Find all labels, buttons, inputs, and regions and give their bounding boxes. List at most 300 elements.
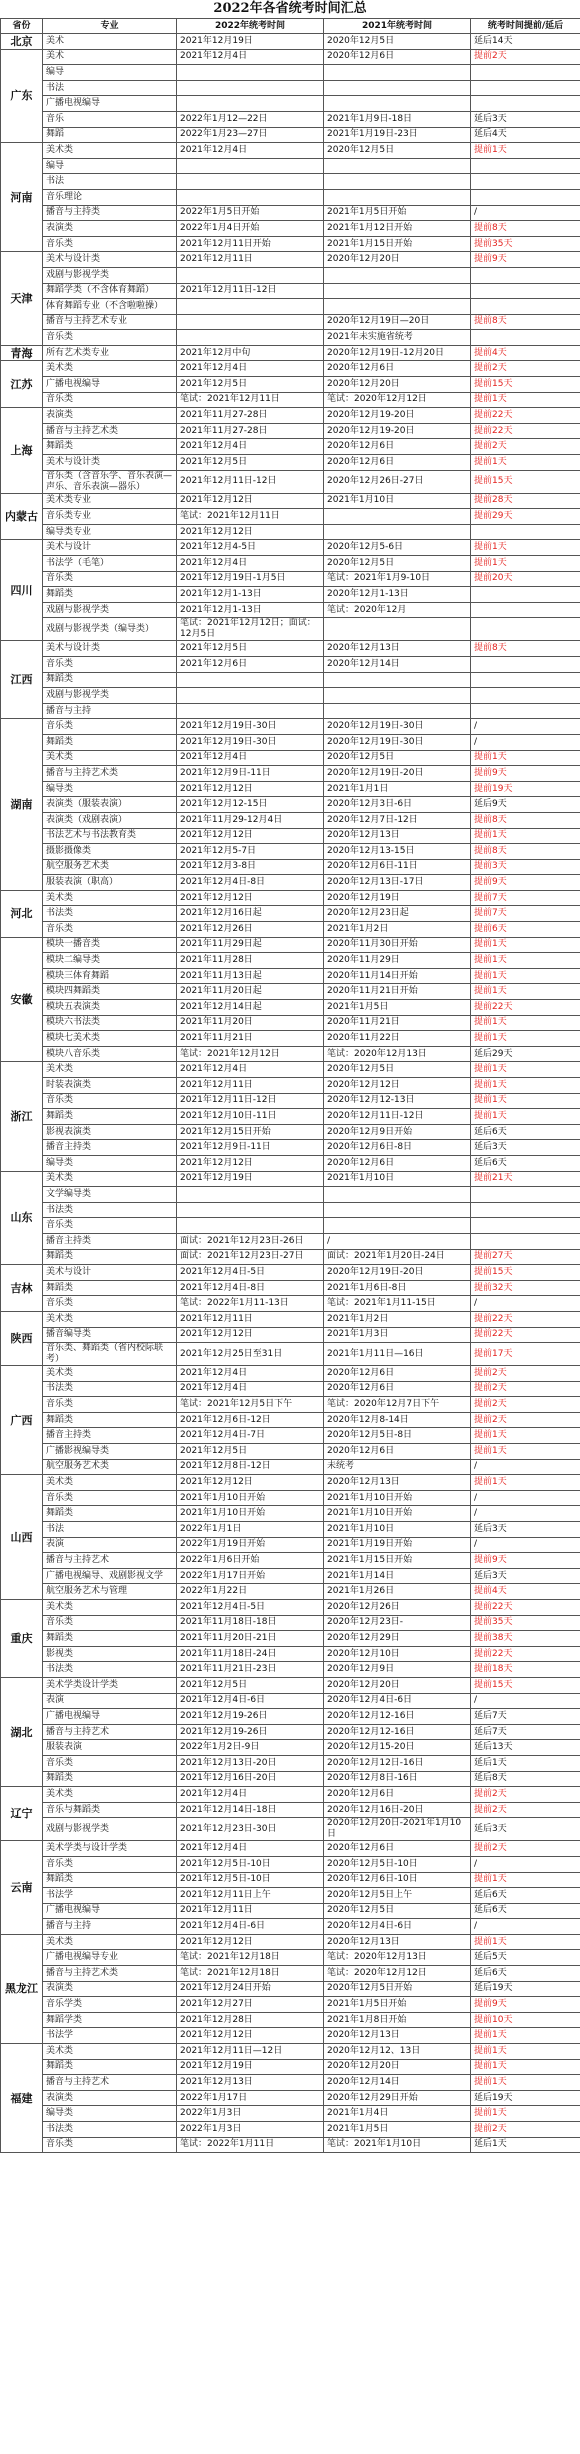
table-row	[1, 1522, 580, 1538]
time-2022-cell: 2021年11月28日	[177, 953, 324, 969]
time-2021-cell	[324, 174, 471, 190]
table-row	[1, 719, 580, 735]
province-cell: 云南	[1, 1841, 43, 1935]
delta-cell: /	[471, 1459, 580, 1475]
time-2022-cell: 笔试：2022年1月11日	[177, 2137, 324, 2153]
major-cell: 美术类	[43, 2044, 177, 2060]
time-2022-cell: 2021年12月5日	[177, 641, 324, 657]
table-row	[1, 1296, 580, 1312]
time-2021-cell: 2020年12月6日-8日	[324, 1140, 471, 1156]
header-row	[1, 19, 580, 34]
time-2022-cell: 2021年12月19-26日	[177, 1709, 324, 1725]
delta-cell	[471, 267, 580, 283]
time-2021-cell: 2020年12月9日	[324, 1662, 471, 1678]
delta-cell: 提前15天	[471, 377, 580, 393]
delta-cell	[471, 524, 580, 540]
table-row	[1, 2012, 580, 2028]
table-row	[1, 2028, 580, 2044]
table-row	[1, 439, 580, 455]
table-row	[1, 1397, 580, 1413]
time-2021-cell: 2020年12月5日	[324, 556, 471, 572]
table-row	[1, 2059, 580, 2075]
time-2022-cell: 2021年12月11日-12日	[177, 1093, 324, 1109]
table-row	[1, 1724, 580, 1740]
time-2022-cell: 2021年12月4-5日	[177, 540, 324, 556]
major-cell: 书法学	[43, 2028, 177, 2044]
major-cell: 模块五表演类	[43, 1000, 177, 1016]
major-cell: 音乐类	[43, 2137, 177, 2153]
time-2022-cell	[177, 80, 324, 96]
major-cell: 播音与主持艺术类	[43, 423, 177, 439]
delta-cell: 提前1天	[471, 143, 580, 159]
delta-cell	[471, 1202, 580, 1218]
table-row	[1, 1787, 580, 1803]
delta-cell: 提前35天	[471, 236, 580, 252]
time-2022-cell: 2021年11月27-28日	[177, 423, 324, 439]
major-cell: 表演类	[43, 1981, 177, 1997]
province-cell: 河北	[1, 890, 43, 937]
time-2021-cell: 2020年12月20日	[324, 252, 471, 268]
time-2022-cell: 2021年12月5日	[177, 377, 324, 393]
time-2022-cell: 2022年1月6日开始	[177, 1553, 324, 1569]
table-row	[1, 556, 580, 572]
time-2022-cell: 2021年12月3-8日	[177, 859, 324, 875]
time-2022-cell: 2021年12月4日	[177, 1366, 324, 1382]
major-cell: 戏剧与影视学类	[43, 602, 177, 618]
delta-cell: 提前1天	[471, 1872, 580, 1888]
time-2021-cell: 2020年12月12、13日	[324, 2044, 471, 2060]
delta-cell: /	[471, 1693, 580, 1709]
major-cell: 编导类专业	[43, 524, 177, 540]
delta-cell: 提前1天	[471, 750, 580, 766]
major-cell: 舞蹈类	[43, 1249, 177, 1265]
delta-cell: /	[471, 205, 580, 221]
major-cell: 体育舞蹈专业（不含啦啦操）	[43, 299, 177, 315]
time-2021-cell: 2021年1月19日开始	[324, 1537, 471, 1553]
table-row	[1, 859, 580, 875]
time-2021-cell: 2021年1月14日	[324, 1568, 471, 1584]
table-row	[1, 1187, 580, 1203]
header-province: 省份	[1, 19, 43, 34]
time-2022-cell: 2021年12月12日	[177, 2028, 324, 2044]
header-major: 专业	[43, 19, 177, 34]
time-2022-cell: 2021年12月19日-30日	[177, 719, 324, 735]
time-2021-cell: 2020年12月13日	[324, 641, 471, 657]
delta-cell: 延后6天	[471, 1903, 580, 1919]
table-row	[1, 1919, 580, 1935]
delta-cell: 提前1天	[471, 1078, 580, 1094]
time-2021-cell: 2020年12月6日	[324, 455, 471, 471]
table-row	[1, 1140, 580, 1156]
major-cell: 美术学类与设计学类	[43, 1841, 177, 1857]
table-row	[1, 1740, 580, 1756]
table-row	[1, 1934, 580, 1950]
time-2021-cell	[324, 283, 471, 299]
table-row	[1, 1475, 580, 1491]
time-2022-cell: 2022年1月19日开始	[177, 1537, 324, 1553]
major-cell: 音乐类	[43, 1218, 177, 1234]
delta-cell: 提前27天	[471, 1249, 580, 1265]
time-2022-cell: 2021年12月4日	[177, 1841, 324, 1857]
table-row	[1, 1856, 580, 1872]
delta-cell	[471, 330, 580, 346]
major-cell: 音乐类	[43, 571, 177, 587]
time-2022-cell	[177, 330, 324, 346]
delta-cell: 提前2天	[471, 361, 580, 377]
time-2021-cell: 2020年12月6日	[324, 1381, 471, 1397]
major-cell: 音乐类	[43, 719, 177, 735]
time-2022-cell: 2021年12月12日	[177, 781, 324, 797]
major-cell: 播音主持类	[43, 1233, 177, 1249]
delta-cell	[471, 96, 580, 112]
time-2022-cell: 2021年12月25日至31日	[177, 1343, 324, 1366]
time-2022-cell: 2021年12月5日-10日	[177, 1872, 324, 1888]
time-2021-cell: 2020年12月19日-30日	[324, 734, 471, 750]
delta-cell: 提前1天	[471, 2075, 580, 2091]
delta-cell: 提前1天	[471, 1934, 580, 1950]
time-2021-cell: 2020年12月12-16日	[324, 1724, 471, 1740]
time-2021-cell: 2020年12月20日	[324, 1677, 471, 1693]
major-cell: 模块七美术类	[43, 1031, 177, 1047]
time-2022-cell: 2021年12月4日	[177, 49, 324, 65]
time-2021-cell: 2020年12月4日-6日	[324, 1919, 471, 1935]
time-2021-cell: 2021年1月10日开始	[324, 1506, 471, 1522]
time-2021-cell: 2020年12月3日-6日	[324, 797, 471, 813]
major-cell: 美术与设计类	[43, 455, 177, 471]
time-2022-cell: 2021年12月10日-11日	[177, 1109, 324, 1125]
major-cell: 播音与主持艺术专业	[43, 314, 177, 330]
time-2021-cell: 2020年12月6日	[324, 439, 471, 455]
time-2021-cell: 2020年12月5日	[324, 1903, 471, 1919]
table-row	[1, 1327, 580, 1343]
table-row	[1, 540, 580, 556]
delta-cell: 提前21天	[471, 1171, 580, 1187]
time-2021-cell: 2020年12月19日	[324, 890, 471, 906]
table-row	[1, 587, 580, 603]
delta-cell: 提前2天	[471, 1381, 580, 1397]
major-cell: 舞蹈类	[43, 1109, 177, 1125]
table-row	[1, 1046, 580, 1062]
delta-cell: 提前1天	[471, 1015, 580, 1031]
table-row	[1, 2137, 580, 2153]
time-2022-cell: 2021年12月19日	[177, 2059, 324, 2075]
delta-cell	[471, 189, 580, 205]
major-cell: 舞蹈类	[43, 1280, 177, 1296]
time-2021-cell: 2021年1月10日	[324, 1171, 471, 1187]
delta-cell: 提前22天	[471, 1600, 580, 1616]
time-2021-cell: 2020年12月14日	[324, 2075, 471, 2091]
time-2021-cell: 2021年1月15日开始	[324, 1553, 471, 1569]
time-2022-cell: 笔试：2021年12月11日	[177, 392, 324, 408]
major-cell: 书法学	[43, 1888, 177, 1904]
table-row	[1, 1709, 580, 1725]
delta-cell: 提前2天	[471, 1397, 580, 1413]
delta-cell	[471, 688, 580, 704]
major-cell: 表演	[43, 1693, 177, 1709]
table-row	[1, 2090, 580, 2106]
province-cell: 四川	[1, 540, 43, 641]
time-2022-cell: 2021年12月15日开始	[177, 1124, 324, 1140]
delta-cell: 延后14天	[471, 34, 580, 50]
time-2022-cell: 2021年12月12日	[177, 1327, 324, 1343]
delta-cell: 提前1天	[471, 1444, 580, 1460]
time-2022-cell: 2021年12月19-26日	[177, 1724, 324, 1740]
time-2021-cell: 2020年11月30日开始	[324, 937, 471, 953]
delta-cell: 提前1天	[471, 2028, 580, 2044]
table-row	[1, 984, 580, 1000]
time-2021-cell: 2021年1月10日	[324, 493, 471, 509]
major-cell: 表演类	[43, 221, 177, 237]
time-2021-cell: 2021年1月19日-23日	[324, 127, 471, 143]
major-cell: 美术学类设计学类	[43, 1677, 177, 1693]
major-cell: 舞蹈类	[43, 587, 177, 603]
time-2021-cell: 2021年1月5日	[324, 1000, 471, 1016]
major-cell: 音乐类专业	[43, 509, 177, 525]
delta-cell: 提前8天	[471, 314, 580, 330]
major-cell: 表演类（戏剧表演）	[43, 812, 177, 828]
time-2022-cell	[177, 189, 324, 205]
time-2022-cell: 2021年12月11日	[177, 1078, 324, 1094]
table-row	[1, 1031, 580, 1047]
delta-cell: 提前10天	[471, 2012, 580, 2028]
time-2022-cell: 2021年12月12日	[177, 524, 324, 540]
table-row	[1, 890, 580, 906]
major-cell: 编导类	[43, 2106, 177, 2122]
delta-cell: 提前20天	[471, 571, 580, 587]
header-delta: 统考时间提前/延后	[471, 19, 580, 34]
delta-cell: 提前8天	[471, 812, 580, 828]
delta-cell: 提前8天	[471, 844, 580, 860]
delta-cell: 提前1天	[471, 937, 580, 953]
major-cell: 美术类	[43, 1062, 177, 1078]
major-cell: 模块三体育舞蹈	[43, 968, 177, 984]
major-cell: 表演类	[43, 2090, 177, 2106]
table-row	[1, 906, 580, 922]
time-2021-cell	[324, 1218, 471, 1234]
table-row	[1, 937, 580, 953]
delta-cell: 提前2天	[471, 49, 580, 65]
time-2022-cell: 2021年11月20日	[177, 1015, 324, 1031]
time-2022-cell	[177, 158, 324, 174]
table-row	[1, 1109, 580, 1125]
delta-cell: 提前4天	[471, 345, 580, 361]
time-2022-cell: 2022年1月4日开始	[177, 221, 324, 237]
major-cell: 书法艺术与书法教育类	[43, 828, 177, 844]
delta-cell	[471, 672, 580, 688]
table-row	[1, 455, 580, 471]
time-2022-cell: 2021年12月4日	[177, 556, 324, 572]
time-2022-cell	[177, 1187, 324, 1203]
time-2022-cell: 2021年12月11日-12日	[177, 470, 324, 493]
time-2022-cell: 2021年12月14日-18日	[177, 1802, 324, 1818]
table-row	[1, 493, 580, 509]
major-cell: 音乐类（含音乐学、音乐表演—声乐、音乐表演—器乐）	[43, 470, 177, 493]
table-row	[1, 1903, 580, 1919]
delta-cell: 提前15天	[471, 1265, 580, 1281]
province-cell: 内蒙古	[1, 493, 43, 540]
time-2021-cell: 2020年12月19-20日	[324, 408, 471, 424]
table-row	[1, 111, 580, 127]
major-cell: 广播影视编导类	[43, 1444, 177, 1460]
time-2022-cell: 2021年12月14日起	[177, 1000, 324, 1016]
time-2022-cell: 2022年1月2日-9日	[177, 1740, 324, 1756]
table-row	[1, 221, 580, 237]
time-2022-cell	[177, 1202, 324, 1218]
time-2021-cell	[324, 189, 471, 205]
time-2021-cell: 2021年1月5日开始	[324, 1997, 471, 2013]
time-2022-cell	[177, 703, 324, 719]
header-2022-time: 2022年统考时间	[177, 19, 324, 34]
time-2021-cell: 2020年12月13日	[324, 2028, 471, 2044]
major-cell: 广播电视编导	[43, 1903, 177, 1919]
major-cell: 广播电视编导	[43, 1709, 177, 1725]
delta-cell	[471, 283, 580, 299]
time-2022-cell: 2021年12月12日	[177, 1155, 324, 1171]
time-2021-cell: 2020年12月19日-20日	[324, 1265, 471, 1281]
table-row	[1, 1078, 580, 1094]
major-cell: 音乐类	[43, 1856, 177, 1872]
time-2021-cell: 2020年12月6日	[324, 1444, 471, 1460]
major-cell: 美术类	[43, 361, 177, 377]
time-2021-cell: 笔试：2021年1月10日	[324, 2137, 471, 2153]
time-2021-cell: 2020年12月23日-	[324, 1615, 471, 1631]
time-2021-cell: 笔试：2020年12月13日	[324, 1046, 471, 1062]
time-2021-cell: 2020年12月6日	[324, 49, 471, 65]
time-2021-cell: 2021年1月26日	[324, 1584, 471, 1600]
time-2022-cell: 2022年1月3日	[177, 2106, 324, 2122]
time-2022-cell: 2021年11月29-12月4日	[177, 812, 324, 828]
time-2021-cell: 2020年12月5日	[324, 143, 471, 159]
major-cell: 美术类	[43, 1366, 177, 1382]
major-cell: 舞蹈学类	[43, 2012, 177, 2028]
table-row	[1, 1646, 580, 1662]
table-row	[1, 968, 580, 984]
table-row	[1, 750, 580, 766]
time-2022-cell: 2021年12月4日	[177, 143, 324, 159]
time-2022-cell: 2021年11月20日-21日	[177, 1631, 324, 1647]
table-row	[1, 1015, 580, 1031]
time-2022-cell: 2021年12月4日	[177, 1062, 324, 1078]
table-row	[1, 602, 580, 618]
major-cell: 音乐类	[43, 392, 177, 408]
time-2021-cell: 2020年12月26日-27日	[324, 470, 471, 493]
table-row	[1, 1981, 580, 1997]
major-cell: 书法类	[43, 1202, 177, 1218]
time-2022-cell: 2021年12月1-13日	[177, 602, 324, 618]
time-2022-cell: 2021年12月4日-6日	[177, 1919, 324, 1935]
table-row	[1, 267, 580, 283]
delta-cell: 提前22天	[471, 1327, 580, 1343]
time-2021-cell	[324, 618, 471, 641]
delta-cell	[471, 656, 580, 672]
time-2021-cell: 2020年11月21日开始	[324, 984, 471, 1000]
delta-cell: 延后13天	[471, 1740, 580, 1756]
time-2022-cell: 2021年12月13日-20日	[177, 1755, 324, 1771]
time-2022-cell: 2022年1月23—27日	[177, 127, 324, 143]
delta-cell: 提前1天	[471, 1031, 580, 1047]
table-row	[1, 1997, 580, 2013]
province-cell: 广西	[1, 1366, 43, 1475]
time-2021-cell: 2020年12月11日-12日	[324, 1109, 471, 1125]
time-2021-cell: 2020年12月20日	[324, 2059, 471, 2075]
delta-cell: 延后6天	[471, 1155, 580, 1171]
time-2022-cell	[177, 267, 324, 283]
major-cell: 广播电视编导专业	[43, 1950, 177, 1966]
delta-cell	[471, 65, 580, 81]
time-2022-cell: 2021年12月4日-6日	[177, 1693, 324, 1709]
time-2021-cell	[324, 96, 471, 112]
time-2021-cell: 2020年12月19日—20日	[324, 314, 471, 330]
table-row	[1, 408, 580, 424]
table-row	[1, 1343, 580, 1366]
time-2021-cell: 2020年12月9日开始	[324, 1124, 471, 1140]
time-2021-cell: 2021年1月6日-8日	[324, 1280, 471, 1296]
delta-cell: 提前1天	[471, 1109, 580, 1125]
major-cell: 文学编导类	[43, 1187, 177, 1203]
time-2021-cell: 2020年12月26日	[324, 1600, 471, 1616]
delta-cell: 提前8天	[471, 221, 580, 237]
time-2021-cell: 2020年12月29日	[324, 1631, 471, 1647]
table-row	[1, 1506, 580, 1522]
table-row	[1, 361, 580, 377]
major-cell: 广播电视编导、戏剧影视文学	[43, 1568, 177, 1584]
delta-cell: 提前28天	[471, 493, 580, 509]
major-cell: 摄影摄像类	[43, 844, 177, 860]
delta-cell: 延后3天	[471, 1818, 580, 1841]
major-cell: 美术类	[43, 1475, 177, 1491]
major-cell: 播音与主持类	[43, 205, 177, 221]
time-2021-cell: 2020年12月7日-12日	[324, 812, 471, 828]
major-cell: 美术类	[43, 1600, 177, 1616]
table-row	[1, 2044, 580, 2060]
time-2022-cell: 2021年12月4日	[177, 1787, 324, 1803]
major-cell: 模块六书法类	[43, 1015, 177, 1031]
time-2022-cell: 2021年12月5日-10日	[177, 1856, 324, 1872]
time-2022-cell: 2021年12月19日-30日	[177, 734, 324, 750]
time-2021-cell: 2020年12月5日-8日	[324, 1428, 471, 1444]
time-2021-cell: 2020年12月6日-10日	[324, 1872, 471, 1888]
time-2021-cell: 2021年1月2日	[324, 1311, 471, 1327]
major-cell: 美术与设计类	[43, 252, 177, 268]
major-cell: 航空服务艺术类	[43, 1459, 177, 1475]
table-row	[1, 1568, 580, 1584]
time-2022-cell: 2021年12月4日-8日	[177, 875, 324, 891]
delta-cell: 提前2天	[471, 1787, 580, 1803]
major-cell: 服装表演（职高）	[43, 875, 177, 891]
time-2022-cell: 笔试：2021年12月12日；面试：12月5日	[177, 618, 324, 641]
table-row	[1, 844, 580, 860]
table-row	[1, 174, 580, 190]
major-cell: 舞蹈类	[43, 1771, 177, 1787]
time-2021-cell: 未统考	[324, 1459, 471, 1475]
table-row	[1, 205, 580, 221]
major-cell: 戏剧与影视学类（编导类）	[43, 618, 177, 641]
time-2021-cell: 2020年12月4日-6日	[324, 1693, 471, 1709]
delta-cell: 提前1天	[471, 2044, 580, 2060]
time-2021-cell: 2020年12月5日-10日	[324, 1856, 471, 1872]
table-row	[1, 1490, 580, 1506]
delta-cell: 提前29天	[471, 509, 580, 525]
time-2022-cell: 2021年11月21日-23日	[177, 1662, 324, 1678]
time-2022-cell: 2021年12月28日	[177, 2012, 324, 2028]
table-row	[1, 922, 580, 938]
province-cell: 江西	[1, 641, 43, 719]
delta-cell	[471, 618, 580, 641]
delta-cell: 提前15天	[471, 470, 580, 493]
province-cell: 广东	[1, 49, 43, 143]
time-2021-cell	[324, 703, 471, 719]
time-2022-cell	[177, 672, 324, 688]
